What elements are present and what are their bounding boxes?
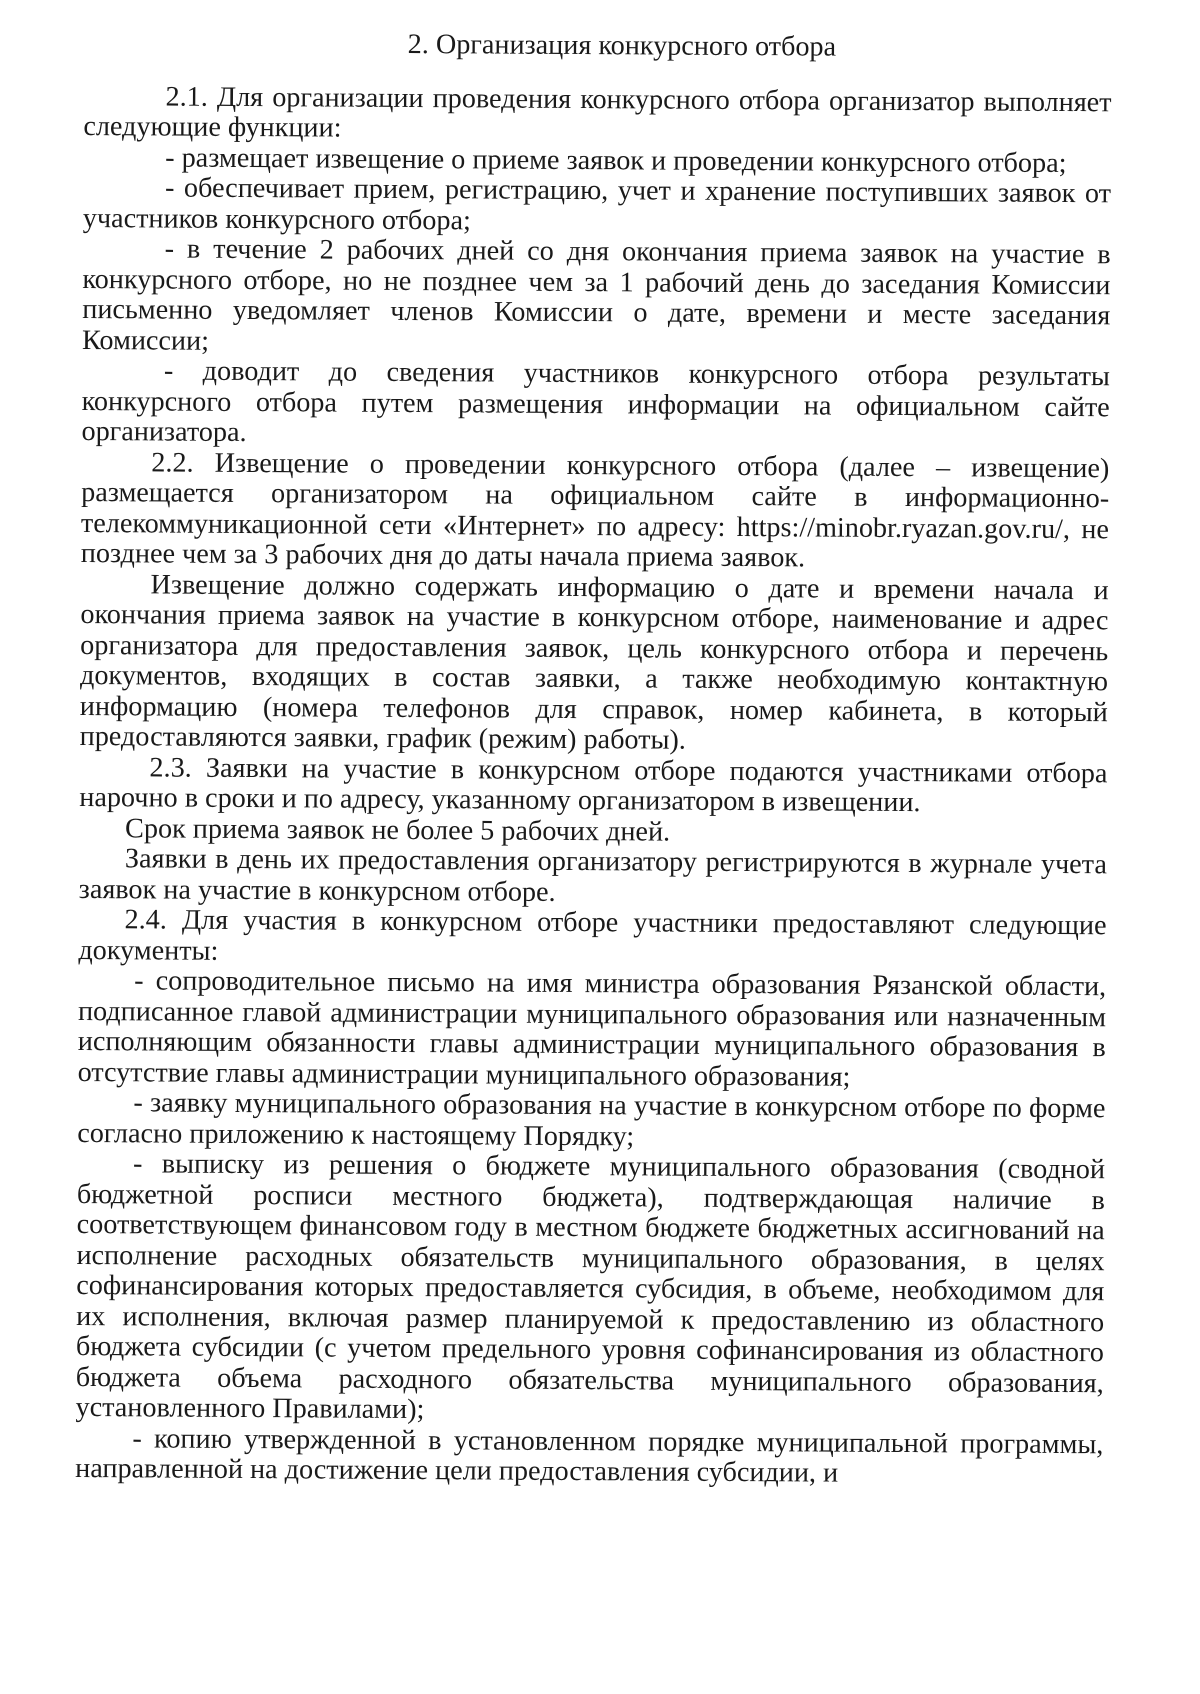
paragraph-notice-content: Извещение должно содержать информацию о дате и времени начала и окончания приема заявок на участие в конкурсном отборе, наименование и адрес организатора для предоставления заявок, цель конкурсного отбора и перечень документов, входящих в состав заявки, а также необходимую контактную информацию (номера телефонов для справок, номер кабинета, в который предоставляются заявки, график (режим) работы). [79,568,1109,756]
paragraph-deadline: Срок приема заявок не более 5 рабочих дней. [125,812,671,848]
list-item-commission-notice: - в течение 2 рабочих дней со дня окончания приема заявок на участие в конкурсного отборе, но не позднее чем за 1 рабочий день до заседания Комиссии письменно уведомляет членов Комиссии о дате, времени и месте заседания Комиссии; [81,233,1111,357]
list-item-budget-extract: - выписку из решения о бюджете муниципального образования (сводной бюджетной росписи местного бюджета), подтверждающая наличие в соответствующем финансовом году в местном бюджете бюджетных ассигнований на исполнение расходных обязательств муниципального образования, в целях софинансирования которых предоставляется субсидия, в объеме, необходимом для их исполнения, включая размер планируемой к предоставлению из областного бюджета субсидии (с учетом предельного уровня софинансирования из областного бюджета объема расходного обязательства муниципального образования, установленного Правилами); [75,1148,1106,1426]
list-item-registration: - обеспечивает прием, регистрацию, учет и хранение поступивших заявок от участников конкурсного отбора; [82,172,1112,236]
section-title: 2. Организация конкурсного отбора [407,28,837,63]
paragraph-2-3: 2.3. Заявки на участие в конкурсном отборе подаются участниками отбора нарочно в сроки и по адресу, указанному организатором в извещении. [79,751,1108,819]
document-page [75,28,1112,1491]
paragraph-2-4: 2.4. Для участия в конкурсном отборе участники предоставляют следующие документы: [78,904,1107,967]
list-item-cover-letter: - сопроводительное письмо на имя министра образования Рязанской области, подписанное главой администрации муниципального образования или назначенным исполняющим обязанности главы администрации муниципального образования в отсутствие главы администрации муниципального образования; [77,965,1107,1093]
paragraph-2-1: 2.1. Для организации проведения конкурсного отбора организатор выполняет следующие функции: [83,80,1112,144]
paragraph-2-2: 2.2. Извещение о проведении конкурсного отбора (далее – извещение) размещается организатором на официальном сайте в информационно-телекоммуникационной сети «Интернет» по адресу: https://minobr.ryazan.gov.ru/, не позднее чем за 3 рабочих дня до даты начала приема заявок. [80,446,1110,574]
list-item-application: - заявку муниципального образования на участие в конкурсном отборе по форме согласно приложению к настоящему Порядку; [77,1087,1106,1152]
list-item-program-copy: - копию утвержденной в установленном порядке муниципальной программы, направленной на достижение цели предоставления субсидии, и [75,1422,1104,1489]
paragraph-registration-log: Заявки в день их предоставления организатору регистрируются в журнале учета заявок на участие в конкурсном отборе. [78,843,1108,908]
list-item-notice: - размещает извещение о приеме заявок и проведении конкурсного отбора; [165,141,1067,179]
list-item-results: - доводит до сведения участников конкурсного отбора результаты конкурсного отбора путем размещения информации на официальном сайте организатора. [81,355,1110,449]
